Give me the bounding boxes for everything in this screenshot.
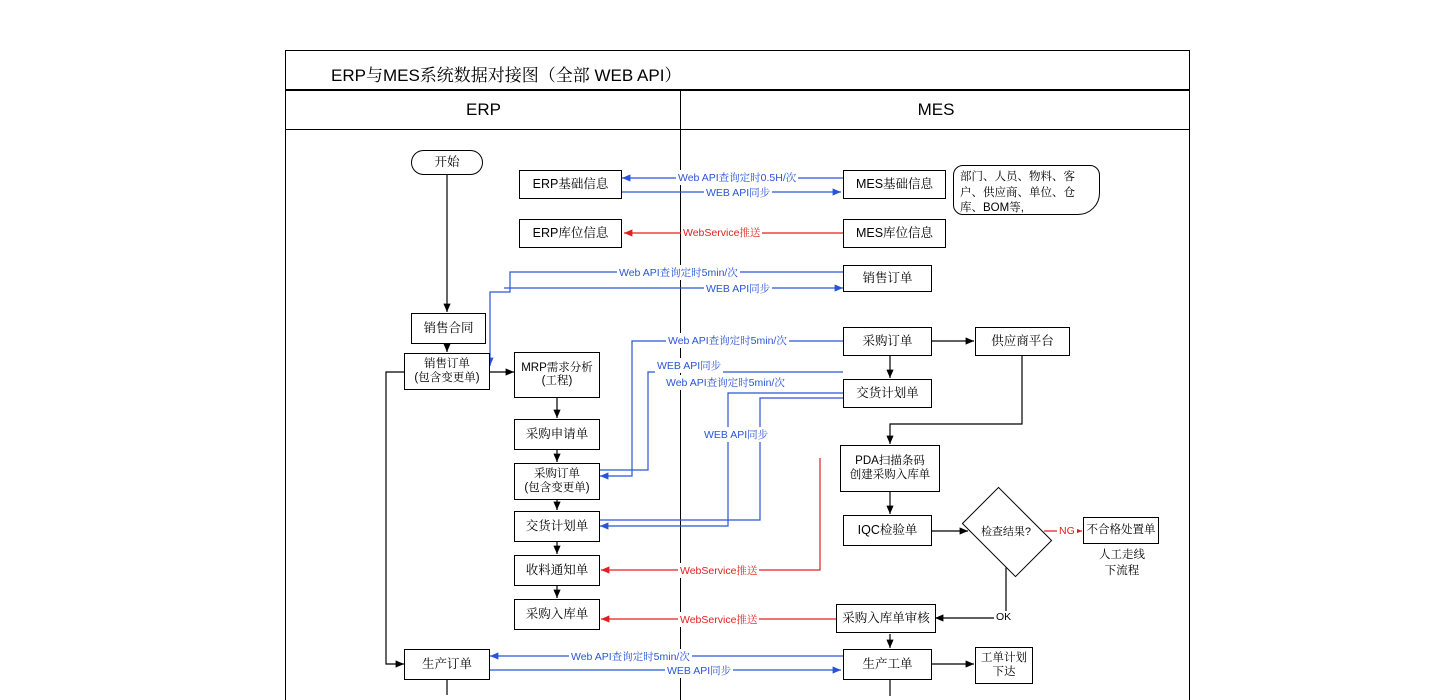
node-sales-order[interactable] <box>404 353 490 390</box>
edge-label-e12: Web API查询定时5min/次 <box>571 651 690 663</box>
node-supplier-platform[interactable]: 供应商平台 <box>975 327 1070 356</box>
edge-label-e2: WEB API同步 <box>706 187 771 199</box>
node-mes-purchase-order[interactable]: 采购订单 <box>843 327 932 356</box>
lane-header-erp: ERP <box>466 100 501 119</box>
edge-label-e4: Web API查询定时5min/次 <box>619 267 738 279</box>
note-basic-info: 部门、人员、物料、客户、供应商、单位、仓库、BOM等, <box>953 165 1100 215</box>
node-mes-location-info[interactable]: MES库位信息 <box>843 219 946 248</box>
node-purchase-inbound[interactable]: 采购入库单 <box>514 599 600 630</box>
node-purchase-order-line2: (包含变更单) <box>524 481 590 494</box>
node-receipt-notice[interactable]: 收料通知单 <box>514 555 600 586</box>
node-mes-sales-order[interactable]: 销售订单 <box>843 265 932 292</box>
edge-label-e15: OK <box>996 611 1012 623</box>
note-manual-flow-line2: 下流程 <box>1104 564 1140 577</box>
node-purchase-order[interactable] <box>514 463 600 500</box>
node-pda-line2: 创建采购入库单 <box>849 468 931 481</box>
edge-label-e11: WebService推送 <box>680 614 758 626</box>
node-purchase-inbound-audit[interactable]: 采购入库单审核 <box>836 604 936 633</box>
edge-label-e13: WEB API同步 <box>667 665 732 677</box>
node-mes-delivery-plan[interactable]: 交货计划单 <box>843 379 932 408</box>
node-iqc-inspection[interactable]: IQC检验单 <box>843 515 932 546</box>
edge-label-e10: WebService推送 <box>680 565 758 577</box>
node-production-order[interactable]: 生产订单 <box>404 649 490 680</box>
note-manual-flow <box>1083 548 1161 579</box>
node-mrp-line1: MRP需求分析 <box>521 361 593 374</box>
edge-label-e6: Web API查询定时5min/次 <box>668 335 787 347</box>
edge-label-e8: Web API查询定时5min/次 <box>666 377 785 389</box>
node-pda-scan[interactable] <box>840 445 940 492</box>
edge-label-e7: WEB API同步 <box>657 360 722 372</box>
node-mrp-line2: (工程) <box>541 375 573 387</box>
decision-inspection-result[interactable] <box>969 506 1043 556</box>
node-sales-contract[interactable]: 销售合同 <box>411 313 486 344</box>
node-mes-work-order[interactable]: 生产工单 <box>843 649 932 680</box>
node-ng-disposal[interactable]: 不合格处置单 <box>1083 517 1159 544</box>
node-purchase-request[interactable]: 采购申请单 <box>514 419 600 450</box>
edge-label-e1: Web API查询定时0.5H/次 <box>678 172 797 184</box>
node-start[interactable]: 开始 <box>411 150 483 175</box>
node-pda-line1: PDA扫描条码 <box>855 455 925 468</box>
node-mes-basic-info[interactable]: MES基础信息 <box>843 170 946 199</box>
page-title: ERP与MES系统数据对接图（全部 WEB API） <box>331 66 682 85</box>
node-mrp-analysis[interactable] <box>514 352 600 398</box>
decision-label: 检查结果? <box>980 526 1032 538</box>
node-delivery-plan[interactable]: 交货计划单 <box>514 511 600 542</box>
edge-label-e14: NG <box>1059 525 1075 537</box>
node-erp-location-info[interactable]: ERP库位信息 <box>519 219 622 248</box>
lane-header-mes: MES <box>917 100 955 119</box>
edge-label-e9: WEB API同步 <box>704 429 769 441</box>
node-work-order-plan[interactable] <box>975 647 1033 684</box>
node-erp-basic-info[interactable]: ERP基础信息 <box>519 170 622 199</box>
node-purchase-order-line1: 采购订单 <box>534 468 580 481</box>
node-sales-order-line1: 销售订单 <box>424 358 470 371</box>
note-manual-flow-line1: 人工走线 <box>1099 549 1145 561</box>
node-work-order-plan-line1: 工单计划 <box>981 652 1027 665</box>
edge-label-e3: WebService推送 <box>683 227 761 239</box>
node-sales-order-line2: (包含变更单) <box>414 371 480 384</box>
node-work-order-plan-line2: 下达 <box>992 665 1016 678</box>
edge-label-e5: WEB API同步 <box>706 283 771 295</box>
